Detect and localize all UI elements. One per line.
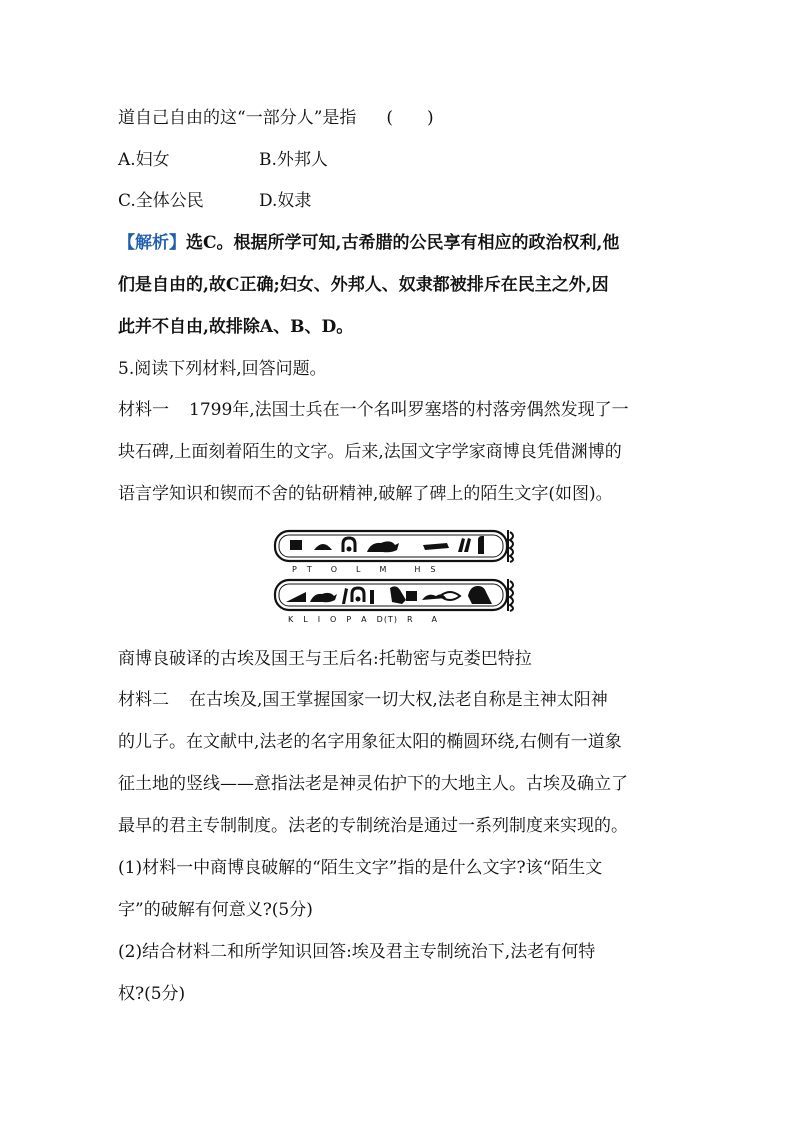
material-1-line-2: 块石碑,上面刻着陌生的文字。后来,法国文字学家商博良凭借渊博的	[118, 442, 622, 462]
sub-question-1-line-2: 字”的破解有何意义?(5分)	[118, 900, 313, 920]
sub-question-2-line-1: (2)结合材料二和所学知识回答:埃及君主专制统治下,法老有何特	[118, 942, 596, 962]
stem-text: 道自己自由的这“一部分人”是指	[118, 108, 357, 128]
material-2-line-1	[118, 688, 608, 712]
material-2-line-3: 征土地的竖线——意指法老是神灵佑护下的大地主人。古埃及确立了	[118, 774, 628, 794]
material-2-line-4: 最早的君主专制制度。法老的专制统治是通过一系列制度来实现的。	[118, 816, 628, 836]
analysis-tag: 【解析】	[118, 233, 186, 253]
material-2-text-1: 在古埃及,国王掌握国家一切大权,法老自称是主神太阳神	[189, 690, 608, 710]
options-row-cd	[118, 189, 311, 213]
material-2-label: 材料二	[118, 690, 169, 710]
question-4-stem	[118, 106, 434, 130]
material-1-line-1	[118, 398, 629, 422]
question-5-title: 5.阅读下列材料,回答问题。	[118, 359, 327, 379]
answer-parentheses: ( )	[386, 108, 434, 128]
options-row-ab	[118, 148, 328, 172]
option-c: C.全体公民	[118, 191, 204, 211]
sub-question-1-line-1: (1)材料一中商博良破解的“陌生文字”指的是什么文字?该“陌生文	[118, 858, 603, 878]
hieroglyph-cartouches	[272, 528, 522, 628]
sub-question-2-line-2: 权?(5分)	[118, 984, 186, 1004]
material-1-label: 材料一	[118, 400, 169, 420]
option-d: D.奴隶	[259, 191, 312, 211]
analysis-line-2: 们是自由的,故C正确;妇女、外邦人、奴隶都被排斥在民主之外,因	[118, 275, 609, 295]
material-1-text-1: 1799年,法国士兵在一个名叫罗塞塔的村落旁偶然发现了一	[189, 400, 629, 420]
analysis-line-3: 此并不自由,故排除A、B、D。	[118, 317, 354, 337]
figure-caption: 商博良破译的古埃及国王与王后名:托勒密与克娄巴特拉	[118, 649, 532, 669]
cartouche-1-letters: P T O L M H S	[292, 565, 437, 574]
material-2-line-2: 的儿子。在文献中,法老的名字用象征太阳的椭圆环绕,右侧有一道象	[118, 732, 622, 752]
analysis-text-1: 选C。根据所学可知,古希腊的公民享有相应的政治权利,他	[186, 233, 620, 253]
option-a: A.妇女	[118, 150, 170, 170]
cartouche-2-letters: K L I O P A D(T) R A	[288, 615, 438, 624]
cartouche-figure	[272, 528, 522, 628]
material-1-line-3: 语言学知识和锲而不舍的钻研精神,破解了碑上的陌生文字(如图)。	[118, 484, 613, 504]
analysis-line-1	[118, 231, 619, 255]
option-b: B.外邦人	[259, 150, 328, 170]
